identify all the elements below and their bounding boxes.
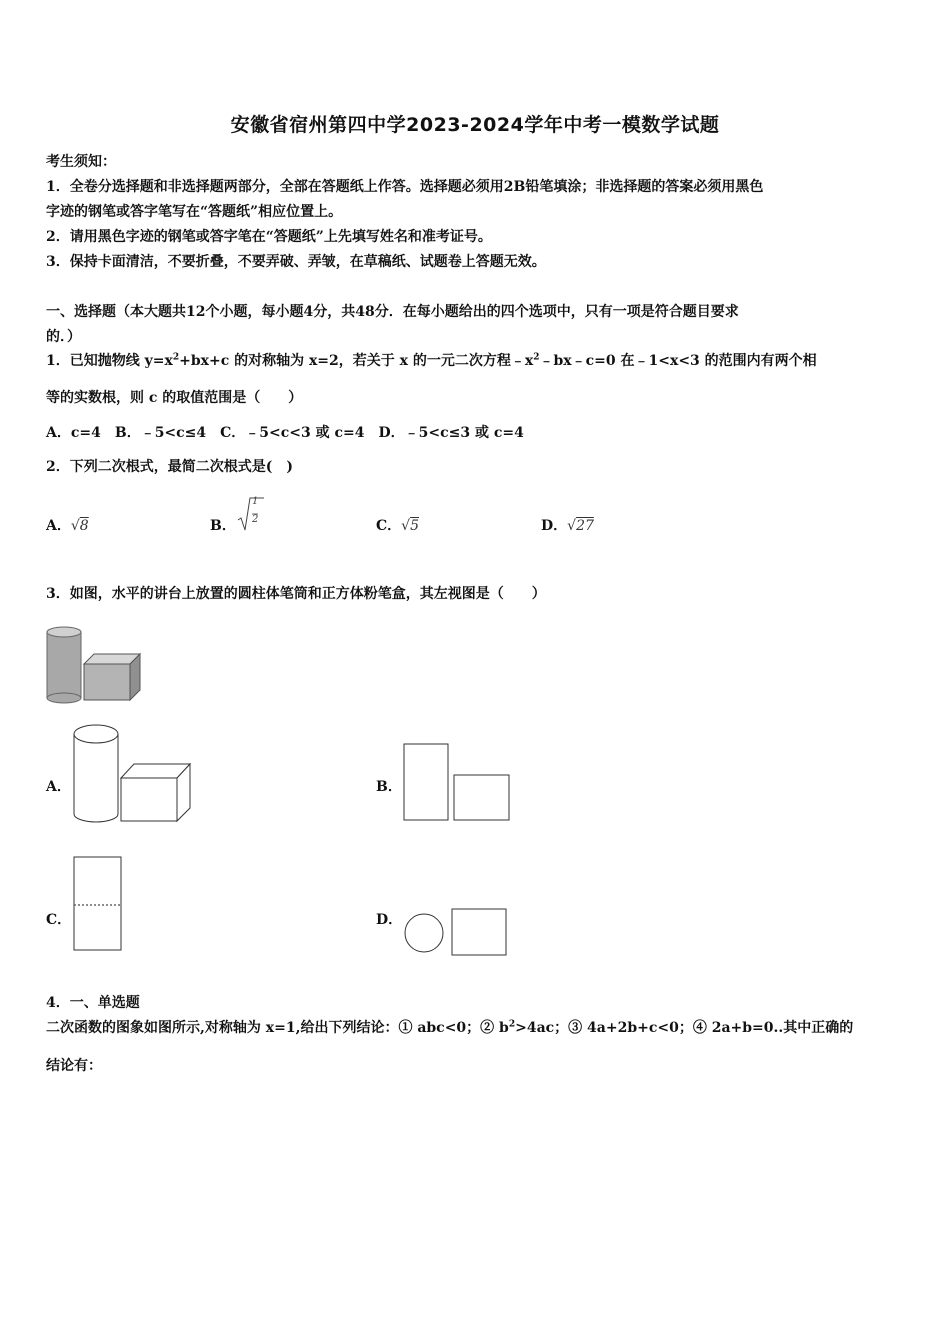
- sqrt-8-expression: √8: [70, 518, 89, 534]
- question-4-heading: 4．一、单选题: [46, 995, 140, 1011]
- question-4-stem-line-1: 二次函数的图象如图所示,对称轴为 x=1,给出下列结论：① abc<0；② $b^2>4ac$；③ 4a+2b+c<0；④ 2a+b=0..其中正确的: [46, 1019, 854, 1036]
- question-3-option-a-label: A．: [46, 779, 71, 795]
- cylinder-and-cube-figure: [44, 624, 144, 704]
- option-c-dashed-rectangle-drawing: [72, 855, 126, 955]
- question-4-stem-line-2: 结论有：: [46, 1058, 102, 1074]
- question-2-option-a: A．√8: [46, 518, 89, 534]
- question-3-option-d-label: D．: [376, 912, 403, 928]
- sqrt-half-expression: [236, 494, 266, 534]
- notice-item-3: 3．保持卡面清洁，不要折叠，不要弄破、弄皱，在草稿纸、试题卷上答题无效。: [46, 254, 546, 270]
- sqrt-27-expression: √27: [567, 518, 594, 534]
- sqrt-half-denominator: 2: [252, 514, 259, 525]
- option-d-circle-and-square-drawing: [402, 905, 512, 959]
- question-2-option-d: D．√27: [541, 518, 594, 534]
- question-2-option-b: B．: [210, 518, 236, 534]
- question-1-stem-line-2: 等的实数根，则 c 的取值范围是（ ）: [46, 390, 303, 406]
- option-b-rectangles-drawing: [402, 742, 514, 824]
- page-title: 安徽省宿州第四中学2023-2024学年中考一模数学试题: [230, 114, 720, 136]
- sqrt-5-expression: √5: [401, 518, 419, 534]
- notice-item-2: 2．请用黑色字迹的钢笔或答字笔在“答题纸”上先填写姓名和准考证号。: [46, 229, 492, 245]
- section-1-line-2: 的．）: [46, 329, 81, 345]
- question-3-option-b-label: B．: [376, 779, 402, 795]
- question-3-stem: 3．如图，水平的讲台上放置的圆柱体笔筒和正方体粉笔盒，其左视图是（ ）: [46, 586, 546, 602]
- question-3-option-c-label: C．: [46, 912, 72, 928]
- notice-item-1-line-1: 1．全卷分选择题和非选择题两部分，全部在答题纸上作答。选择题必须用2B铅笔填涂；非选择题的答案必须用黑色: [46, 179, 764, 195]
- question-2-stem: 2．下列二次根式，最简二次根式是( ): [46, 459, 293, 475]
- option-a-3d-drawing: [72, 722, 194, 824]
- notice-heading: 考生须知：: [46, 154, 116, 170]
- question-1-stem-line-1: 1．已知抛物线 $y=x^2+bx+c$ 的对称轴为 x=2，若关于 x 的一元二次方程$﹣x^2﹣bx﹣c=0$ 在﹣1<x<3 的范围内有两个相: [46, 352, 817, 369]
- sqrt-half-numerator: 1: [252, 496, 259, 507]
- question-2-option-c: C．√5: [376, 518, 419, 534]
- question-1-options: A．c=4 B．﹣5<c≤4 C．﹣5<c<3 或 c=4 D．﹣5<c≤3 或 c=4: [46, 425, 524, 441]
- notice-item-1-line-2: 字迹的钢笔或答字笔写在“答题纸”相应位置上。: [46, 204, 343, 220]
- section-1-line-1: 一、选择题（本大题共12个小题，每小题4分，共48分．在每小题给出的四个选项中，只有一项是符合题目要求: [46, 304, 739, 320]
